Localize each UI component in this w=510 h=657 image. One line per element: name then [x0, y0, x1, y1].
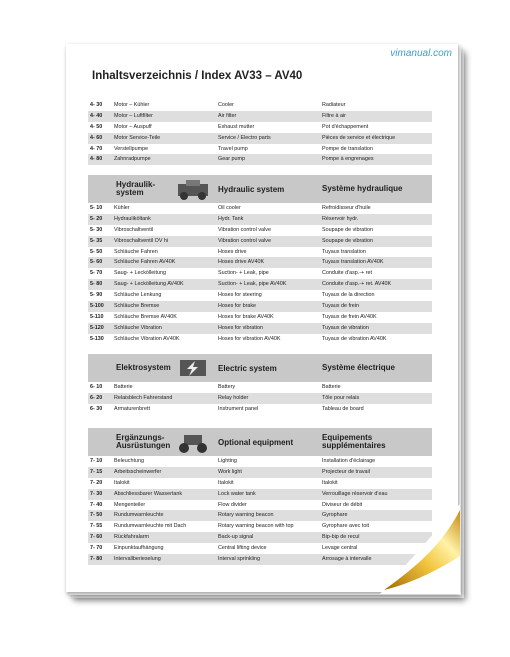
table-row — [88, 236, 432, 247]
code-cell: 5- 20 — [90, 215, 103, 222]
table-row — [88, 323, 432, 334]
english-cell: Flow divider — [218, 501, 247, 508]
code-cell: 7- 70 — [90, 545, 103, 552]
table-row — [88, 214, 432, 225]
code-cell: 4- 40 — [90, 112, 103, 119]
table-row — [88, 393, 432, 404]
table-row — [88, 111, 432, 122]
code-cell: 4- 50 — [90, 123, 103, 130]
german-cell: Zahnradpumpe — [114, 156, 151, 163]
section-title-de: Elektrosystem — [116, 362, 171, 372]
german-cell: Schläuche Fahren — [114, 248, 158, 255]
english-cell: Hoses for vibration AV40K — [218, 335, 281, 342]
english-cell: Work light — [218, 468, 242, 475]
code-cell: 5- 10 — [90, 205, 103, 211]
code-cell: 5- 70 — [90, 270, 103, 277]
code-cell: 5-120 — [90, 324, 104, 331]
code-cell: 5- 90 — [90, 292, 103, 299]
electric-bolt-icon — [176, 357, 210, 379]
table-group-hydraulic — [88, 203, 432, 345]
english-cell: Hoses for vibration — [218, 324, 263, 331]
french-cell: Refroidisseur d'huile — [322, 205, 371, 211]
french-cell: Soupape de vibration — [322, 237, 373, 244]
german-cell: Schläuche Bremse AV40K — [114, 313, 177, 320]
german-cell: Einpunktaufhängung — [114, 545, 164, 552]
french-cell: Tôle pour relais — [322, 394, 360, 401]
table-row — [88, 144, 432, 155]
french-cell: Pompe à engrenages — [322, 156, 374, 163]
french-cell: Tuyaux de vibration AV40K — [322, 335, 387, 342]
english-cell: Hydr. Tank — [218, 215, 244, 222]
english-cell: Battery — [218, 384, 236, 390]
french-cell: Projecteur de travail — [322, 468, 370, 475]
german-cell: Schläuche Vibration AV40K — [114, 335, 180, 342]
english-cell: Service / Electro parts — [218, 134, 271, 141]
french-cell: Pièces de service et électrique — [322, 134, 396, 141]
table-row — [88, 203, 432, 214]
german-cell: Beleuchtung — [114, 458, 144, 464]
french-cell: Tuyaux translation AV40K — [322, 259, 384, 266]
english-cell: Hoses drive AV40K — [218, 259, 265, 266]
table-row — [88, 290, 432, 301]
table-row — [88, 489, 432, 500]
table-row — [88, 268, 432, 279]
section-title-en: Electric system — [218, 363, 277, 373]
table-row — [88, 404, 432, 415]
french-cell: Diviseur de débit — [322, 501, 363, 508]
table-row — [88, 334, 432, 345]
german-cell: Saug- + Leckölleitung AV40K — [114, 281, 184, 288]
section-title-fr: Système électrique — [322, 362, 395, 372]
french-cell: Gyrophare — [322, 512, 348, 519]
german-cell: Armaturenbrett — [114, 405, 150, 412]
table-group-engine — [88, 100, 432, 165]
german-cell: Motor – Auspuff — [114, 123, 152, 130]
code-cell: 4- 60 — [90, 134, 103, 141]
german-cell: Relaisblech Fahrerstand — [114, 394, 173, 401]
french-cell: Pompe de translation — [322, 145, 373, 152]
german-cell: Rundumwarnleuchte — [114, 512, 164, 519]
english-cell: Oil cooler — [218, 205, 241, 211]
section-title-en: Optional equipment — [218, 437, 294, 447]
page-title: Inhaltsverzeichnis / Index AV33 – AV40 — [92, 70, 303, 82]
french-cell: Gyrophare avec toit — [322, 523, 370, 530]
hydraulic-pump-icon — [176, 178, 210, 200]
english-cell: Vibration control valve — [218, 237, 271, 244]
watermark-url: vimanual.com — [390, 48, 452, 59]
english-cell: Instrument panel — [218, 405, 259, 412]
section-title-fr: Système hydraulique — [322, 183, 403, 193]
french-cell: Filtre à air — [322, 112, 346, 119]
table-row — [88, 225, 432, 236]
code-cell: 6- 20 — [90, 394, 103, 401]
french-cell: Tuyaux de vibration — [322, 324, 369, 331]
english-cell: Rotary warning beacon — [218, 512, 274, 519]
english-cell: Exhaust mutter — [218, 123, 255, 130]
section-title-de: Hydraulik- system — [116, 179, 156, 197]
german-cell: Motor – Luftfilter — [114, 112, 153, 119]
french-cell: Verrouillage réservoir d'eau — [322, 490, 388, 497]
code-cell: 7- 55 — [90, 523, 103, 530]
english-cell: Travel pump — [218, 145, 248, 152]
section-header-hydraulic — [88, 175, 432, 203]
german-cell: Vibroschaltventil OV hi — [114, 237, 169, 244]
german-cell: Verstellpumpe — [114, 145, 149, 152]
german-cell: Arbeitsscheinwerfer — [114, 468, 162, 475]
english-cell: Rotary warning beacon with top — [218, 523, 294, 530]
english-cell: Back-up signal — [218, 534, 254, 541]
english-cell: Lock water tank — [218, 490, 256, 497]
english-cell: Hoses drive — [218, 248, 247, 255]
table-group-electric — [88, 382, 432, 415]
french-cell: Conduite d'asp.-+ ret — [322, 270, 373, 277]
code-cell: 4- 30 — [90, 102, 103, 108]
table-row — [88, 312, 432, 323]
english-cell: Hoses for steering — [218, 292, 262, 299]
code-cell: 7- 15 — [90, 468, 103, 475]
german-cell: Schläuche Fahren AV40K — [114, 259, 176, 266]
french-cell: Levage central — [322, 545, 358, 552]
german-cell: Abschliessbarer Wassertank — [114, 490, 183, 497]
table-row — [88, 257, 432, 268]
roller-machine-icon — [176, 431, 210, 453]
code-cell: 5- 80 — [90, 281, 103, 288]
code-cell: 7- 30 — [90, 490, 103, 497]
german-cell: Hydrauliköltank — [114, 215, 151, 222]
french-cell: Tuyaux de frein AV40K — [322, 313, 377, 320]
code-cell: 7- 10 — [90, 458, 103, 464]
english-cell: Relay holder — [218, 394, 249, 401]
code-cell: 4- 80 — [90, 156, 103, 163]
code-cell: 6- 10 — [90, 384, 103, 390]
french-cell: Tuyaux de frein — [322, 303, 359, 310]
table-row — [88, 301, 432, 312]
german-cell: Motor – Kühler — [114, 102, 150, 108]
code-cell: 5-130 — [90, 335, 104, 342]
table-row — [88, 478, 432, 489]
section-title-fr: Equipements supplémentaires — [322, 432, 386, 450]
french-cell: Batterie — [322, 384, 341, 390]
section-title-de: Ergänzungs- Ausrüstungen — [116, 432, 171, 450]
table-row — [88, 382, 432, 393]
code-cell: 7- 40 — [90, 501, 103, 508]
code-cell: 7- 60 — [90, 534, 103, 541]
french-cell: Soupape de vibration — [322, 226, 373, 233]
german-cell: Vibroschaltventil — [114, 226, 154, 233]
english-cell: Italokit — [218, 479, 234, 486]
english-cell: Suction- + Leak, pipe — [218, 270, 269, 277]
table-row — [88, 122, 432, 133]
code-cell: 7- 80 — [90, 556, 103, 563]
code-cell: 4- 70 — [90, 145, 103, 152]
code-cell: 7- 50 — [90, 512, 103, 519]
french-cell: Conduite d'asp.-+ ret. AV40K — [322, 281, 392, 288]
english-cell: Air filter — [218, 112, 237, 119]
german-cell: Schläuche Bremse — [114, 303, 160, 310]
french-cell: Tuyaux de la direction — [322, 292, 375, 299]
german-cell: Rundumwarnleuchte mit Dach — [114, 523, 187, 530]
table-row — [88, 100, 432, 111]
table-row — [88, 456, 432, 467]
english-cell: Gear pump — [218, 156, 245, 163]
english-cell: Cooler — [218, 102, 234, 108]
french-cell: Installation d'éclairage — [322, 458, 376, 464]
section-header-optional — [88, 428, 432, 456]
german-cell: Rückfahralarm — [114, 534, 150, 541]
french-cell: Tableau de board — [322, 405, 364, 412]
english-cell: Lighting — [218, 458, 237, 464]
table-row — [88, 247, 432, 258]
german-cell: Schläuche Lenkung — [114, 292, 162, 299]
code-cell: 5-100 — [90, 303, 104, 310]
german-cell: Schläuche Vibration — [114, 324, 162, 331]
german-cell: Saug- + Leckölleitung — [114, 270, 166, 277]
code-cell: 6- 30 — [90, 405, 103, 412]
section-header-electric — [88, 354, 432, 382]
table-row — [88, 467, 432, 478]
code-cell: 5-110 — [90, 313, 104, 320]
code-cell: 7- 20 — [90, 479, 103, 486]
french-cell: Radiateur — [322, 102, 346, 108]
english-cell: Vibration control valve — [218, 226, 271, 233]
table-row — [88, 279, 432, 290]
english-cell: Hoses for brake — [218, 303, 257, 310]
french-cell: Arrosage à intervalle — [322, 556, 372, 563]
french-cell: Réservoir hydr. — [322, 215, 359, 222]
french-cell: Italokit — [322, 479, 338, 486]
french-cell: Bip-bip de recul — [322, 534, 360, 541]
german-cell: Italokit — [114, 479, 130, 486]
section-title-en: Hydraulic system — [218, 184, 285, 194]
german-cell: Intervallberieselung — [114, 556, 161, 563]
page-curl-decoration — [380, 504, 462, 594]
english-cell: Interval sprinkling — [218, 556, 260, 563]
code-cell: 5- 35 — [90, 237, 103, 244]
english-cell: Hoses for brake AV40K — [218, 313, 274, 320]
code-cell: 5- 30 — [90, 226, 103, 233]
english-cell: Suction- + Leak, pipe AV40K — [218, 281, 287, 288]
german-cell: Motor Service-Teile — [114, 134, 161, 141]
english-cell: Central lifting device — [218, 545, 267, 552]
german-cell: Batterie — [114, 384, 133, 390]
french-cell: Tuyaux translation — [322, 248, 366, 255]
german-cell: Kühler — [114, 205, 130, 211]
code-cell: 5- 50 — [90, 248, 103, 255]
german-cell: Mengenteiler — [114, 501, 146, 508]
table-row — [88, 154, 432, 165]
table-row — [88, 133, 432, 144]
french-cell: Pot d'échappement — [322, 123, 369, 130]
code-cell: 5- 60 — [90, 259, 103, 266]
